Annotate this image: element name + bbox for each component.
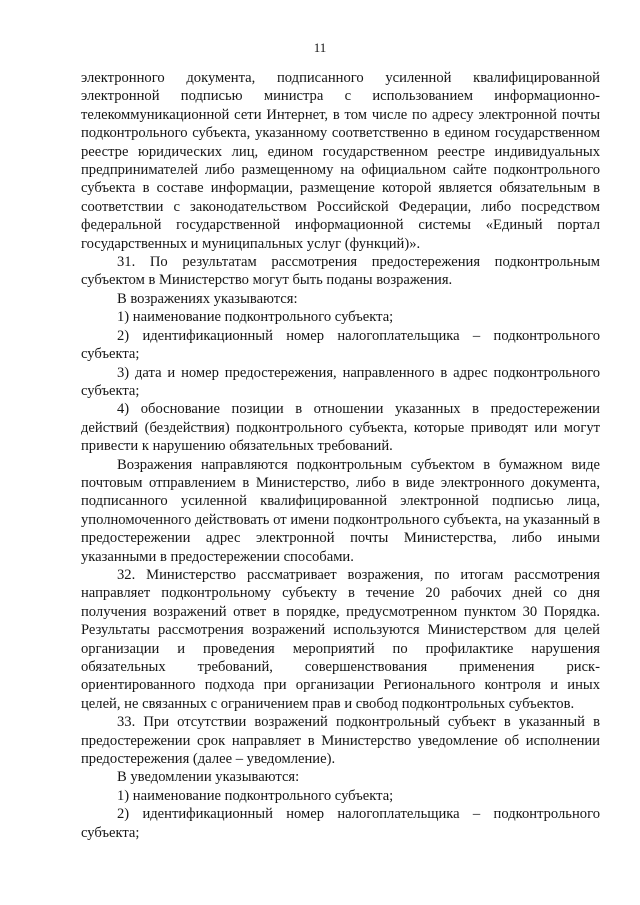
paragraph: В уведомлении указываются: <box>117 769 300 786</box>
paragraph: Возражения направляются подконтрольным субъектом в бумажном виде почтовым отправлением в Министерство, либо в виде электронного документа, подписанного усиленной квалифицированной электронной подписью лица, уполномоченного действовать от имени подконтрольного субъекта, на указанный в предостережении адрес электронной почты Министерства, либо иными указанными в предостережении способами. <box>81 456 600 565</box>
paragraph: 2) идентификационный номер налогоплательщика – подконтрольного субъекта; <box>81 806 600 841</box>
paragraph: 1) наименование подконтрольного субъекта; <box>117 309 394 326</box>
paragraph: 33. При отсутствии возражений подконтрольный субъект в указанный в предостережении срок направляет в Министерство уведомление об исполнении предостережения (далее – уведомление). <box>81 714 600 768</box>
paragraph: 2) идентификационный номер налогоплательщика – подконтрольного субъекта; <box>81 327 600 363</box>
paragraph: 3) дата и номер предостережения, направленного в адрес подконтрольного субъекта; <box>81 364 600 399</box>
paragraph: 31. По результатам рассмотрения предостережения подконтрольным субъектом в Министерство могут быть поданы возражения. <box>81 254 600 289</box>
document-body <box>81 69 600 842</box>
paragraph: 32. Министерство рассматривает возражения, по итогам рассмотрения направляет подконтрольному субъекту в течение 20 рабочих дней со дня получения возражений ответ в порядке, предусмотренном пунктом 30 Порядка. Результаты рассмотрения возражений используются Министерством для целей организации и проведения мероприятий по профилактике нарушения обязательных требований, совершенствования применения риск-ориентированного подхода при организации Регионального контроля и иных целей, не связанных с ограничением прав и свобод подконтрольных субъектов. <box>81 566 600 712</box>
paragraph: 1) наименование подконтрольного субъекта; <box>117 787 394 804</box>
paragraph: 4) обоснование позиции в отношении указанных в предостережении действий (бездействия) подконтрольного субъекта, которые приводят или могут привести к нарушению обязательных требований. <box>81 401 600 455</box>
page-number: 11 <box>313 40 327 55</box>
paragraph: электронного документа, подписанного усиленной квалифицированной электронной подписью министра с использованием информационно-телекоммуникационной сети Интернет, в том числе по адресу электронной почты подконтрольного субъекта, указанному соответственно в едином государственном реестре юридических лиц, едином государственном реестре индивидуальных предпринимателей либо размещенному на официальном сайте подконтрольного субъекта в составе информации, размещение которой является обязательным в соответствии с законодательством Российской Федерации, либо посредством федеральной государственной информационной системы «Единый портал государственных и муниципальных услуг (функций)». <box>81 70 600 252</box>
paragraph: В возражениях указываются: <box>117 290 298 307</box>
